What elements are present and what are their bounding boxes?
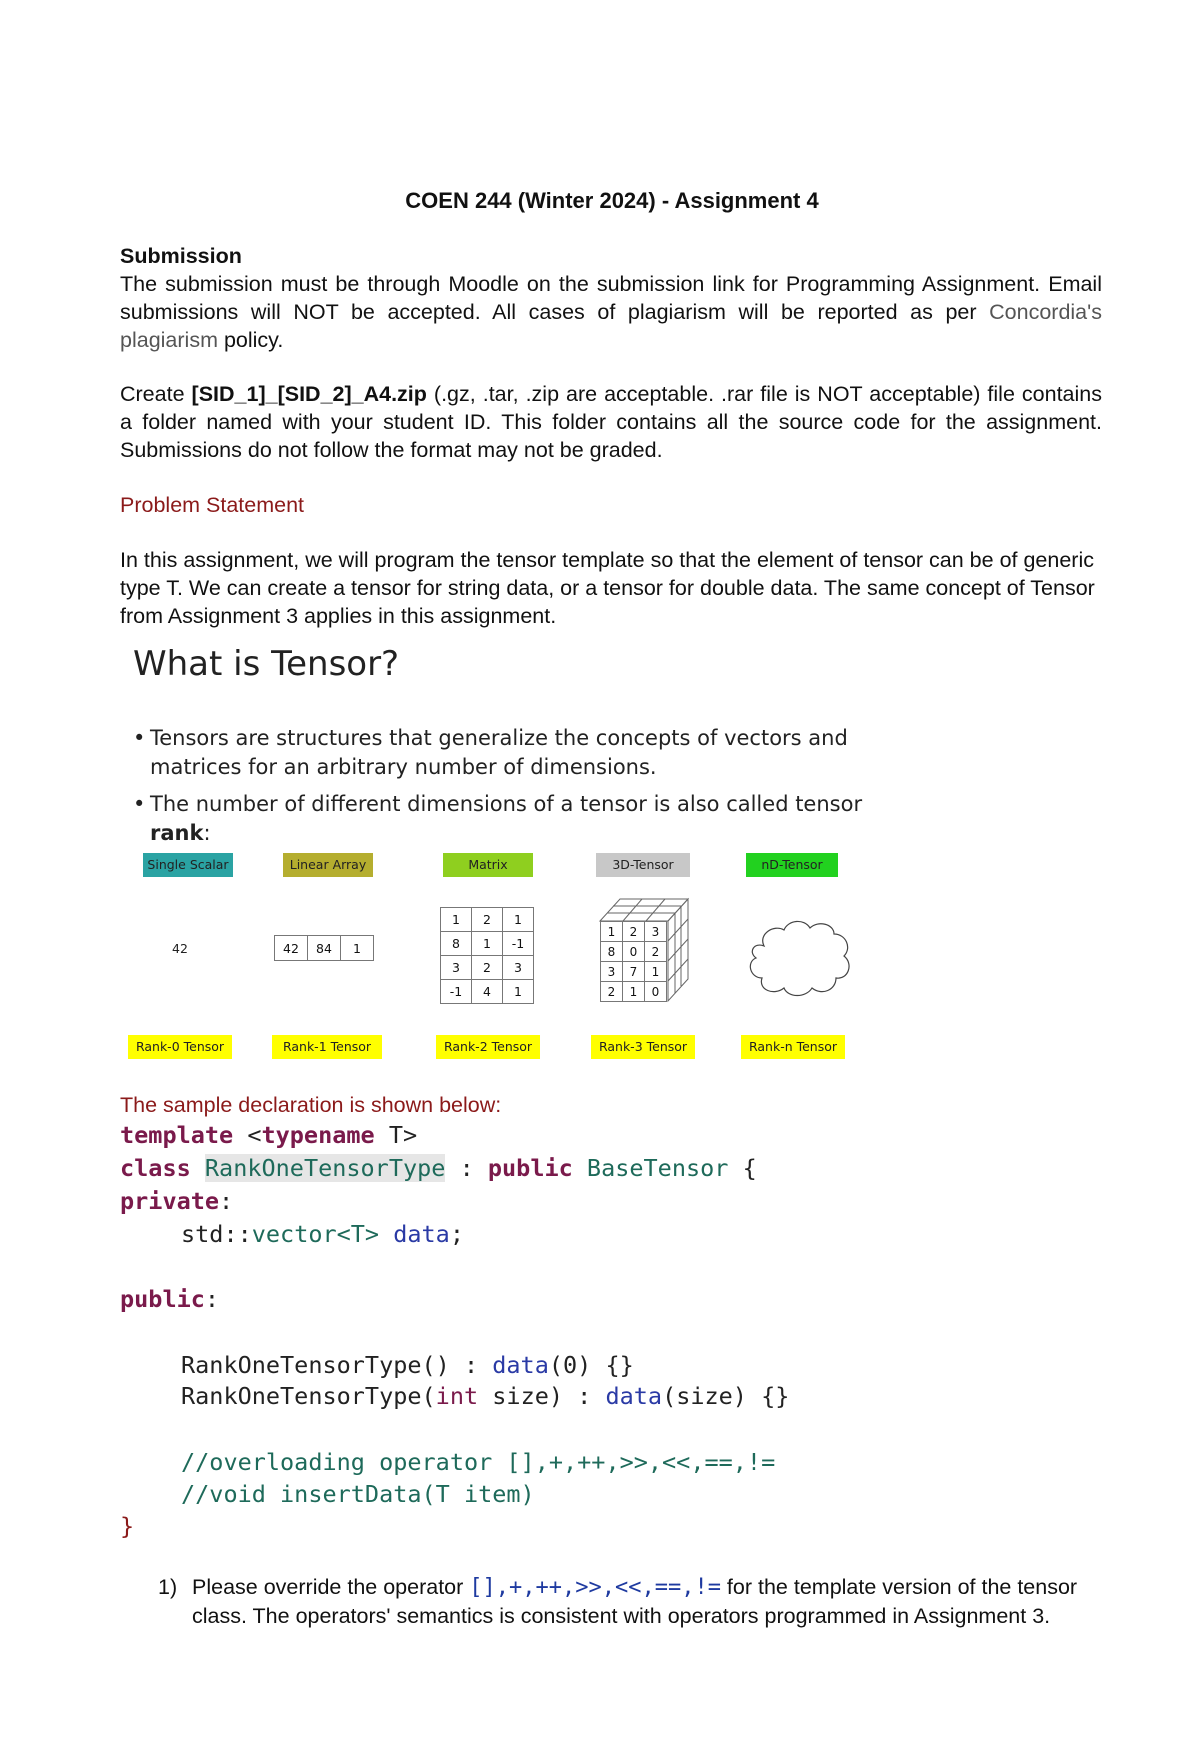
file-format-text: (.gz, .tar, .zip are acceptable. .rar file is NOT acceptable) file contains a folder named with your student ID. This folder contains all the source code for the assignment. Submissions do not follow the format may not be graded.: [120, 382, 1102, 462]
matrix-cell: -1: [503, 932, 534, 956]
cube-cell: 8: [601, 942, 623, 962]
slide-title: What is Tensor?: [133, 644, 400, 684]
class-name: RankOneTensorType: [204, 1154, 446, 1182]
policy-suffix: policy.: [217, 328, 284, 352]
code-type: vector: [251, 1220, 337, 1248]
label-rank-0: Rank-0 Tensor: [128, 1035, 232, 1059]
document-title: COEN 244 (Winter 2024) - Assignment 4: [405, 188, 819, 213]
code-comment-operators: //overloading operator [],+,++,>>,<<,==,!=: [181, 1448, 776, 1476]
bullet-glyph: •: [133, 726, 146, 750]
code-closing-brace: }: [120, 1512, 135, 1540]
kw-private: private: [120, 1187, 220, 1215]
linear-cell: 1: [341, 936, 374, 961]
member-data: data: [605, 1382, 663, 1410]
bullet-2-text: The number of different dimensions of a tensor is also called tensor: [150, 792, 863, 816]
code-text: RankOneTensorType() :: [181, 1351, 493, 1379]
code-text: ;: [449, 1220, 464, 1248]
bullet-1-text: Tensors are structures that generalize the concepts of vectors and matrices for an arbitrary number of dimensions.: [150, 726, 848, 779]
problem-intro: In this assignment, we will program the tensor template so that the element of tensor can be of generic type T. We can create a tensor for string data, or a tensor for double data. The same concept of Tensor from Assignment 3 applies in this assignment.: [120, 548, 1095, 628]
matrix-cell: 3: [441, 956, 472, 980]
cube-cell: 1: [601, 922, 623, 942]
label-single-scalar: Single Scalar: [143, 853, 233, 877]
cube-cell: 2: [601, 982, 623, 1002]
code-line-ctor-default: [181, 1349, 634, 1382]
kw-template: template: [120, 1121, 234, 1149]
task-operators: [],+,++,>>,<<,==,!=: [469, 1575, 721, 1600]
code-comment-insert: //void insertData(T item): [181, 1480, 535, 1508]
code-text: (size) {}: [662, 1382, 790, 1410]
matrix-cell: 8: [441, 932, 472, 956]
task-text-a: Please override the operator: [192, 1575, 470, 1599]
code-text: (0) {}: [548, 1351, 634, 1379]
matrix-cell: 1: [472, 932, 503, 956]
slide-bullet-2: [133, 790, 910, 848]
code-text: size) :: [478, 1382, 606, 1410]
code-text: {: [728, 1154, 757, 1182]
cube-front-grid: [600, 921, 667, 1002]
matrix-cell: 1: [503, 980, 534, 1004]
matrix-cell: 3: [503, 956, 534, 980]
code-text: :: [445, 1154, 488, 1182]
cube-cell: 0: [645, 982, 667, 1002]
rank-word: rank: [150, 821, 204, 845]
label-rank-3: Rank-3 Tensor: [591, 1035, 695, 1059]
matrix-cell: 2: [472, 908, 503, 932]
label-rank-2: Rank-2 Tensor: [436, 1035, 540, 1059]
code-text: RankOneTensorType(: [181, 1382, 436, 1410]
cloud-icon: [744, 916, 856, 1004]
member-data: data: [393, 1220, 450, 1248]
code-type: <T>: [336, 1220, 394, 1248]
label-nd-tensor: nD-Tensor: [746, 853, 838, 877]
kw-typename: typename: [261, 1121, 375, 1149]
code-text: <: [233, 1121, 262, 1149]
linear-array-grid: [274, 935, 374, 961]
bullet-2-colon: :: [203, 821, 211, 845]
scalar-value: 42: [172, 941, 188, 956]
code-text: std::: [181, 1220, 252, 1248]
label-rank-1: Rank-1 Tensor: [272, 1035, 382, 1059]
code-text: T>: [374, 1121, 418, 1149]
plagiarism-policy-text: Concordia's plagiarism: [120, 300, 1102, 352]
kw-class: class: [120, 1154, 191, 1182]
label-matrix: Matrix: [443, 853, 533, 877]
slide-bullet-1: [133, 724, 910, 782]
cube-cell: 1: [645, 962, 667, 982]
member-data: data: [492, 1351, 549, 1379]
matrix-cell: -1: [441, 980, 472, 1004]
matrix-cell: 4: [472, 980, 503, 1004]
code-line-vector: [181, 1218, 464, 1251]
cube-cell: 0: [623, 942, 645, 962]
label-linear-array: Linear Array: [283, 853, 373, 877]
code-text: :: [204, 1285, 220, 1313]
cube-cell: 7: [623, 962, 645, 982]
task-number: 1): [158, 1575, 178, 1599]
cube-cell: 3: [645, 922, 667, 942]
bullet-glyph: •: [133, 792, 146, 816]
cube-cell: 2: [623, 922, 645, 942]
task-text-b: for the template version of the tensor class. The operators' semantics is consistent with operators programmed in Assignment 3.: [192, 1575, 1078, 1628]
code-line-ctor-size: [181, 1380, 789, 1413]
label-3d-tensor: 3D-Tensor: [596, 853, 690, 877]
matrix-cell: 2: [472, 956, 503, 980]
code-line-private: [120, 1185, 233, 1218]
task-item-1: [158, 1573, 1098, 1631]
task-text: [192, 1573, 1098, 1631]
code-line-public: [120, 1283, 219, 1316]
cube-cell: 3: [601, 962, 623, 982]
linear-cell: 42: [275, 936, 308, 961]
submission-text: The submission must be through Moodle on the submission link for Programming Assignment. Email submissions will NOT be accepted. All cases of plagiarism will be reported as per: [120, 272, 1102, 324]
declaration-caption: The sample declaration is shown below:: [120, 1093, 502, 1117]
kw-public: public: [487, 1154, 573, 1182]
kw-public: public: [120, 1285, 205, 1313]
matrix-grid: [440, 907, 534, 1004]
linear-cell: 84: [308, 936, 341, 961]
problem-statement-heading: Problem Statement: [120, 493, 305, 517]
label-rank-n: Rank-n Tensor: [741, 1035, 845, 1059]
create-text: Create: [120, 382, 192, 406]
code-text: :: [219, 1187, 234, 1215]
submission-heading: Submission: [120, 244, 242, 268]
zip-filename: [SID_1]_[SID_2]_A4.zip: [191, 382, 427, 406]
code-line-class: [120, 1152, 757, 1185]
submission-paragraph: [120, 270, 1102, 354]
code-line-template: [120, 1119, 417, 1152]
cube-cell: 2: [645, 942, 667, 962]
kw-int: int: [435, 1382, 479, 1410]
base-class: BaseTensor: [572, 1154, 729, 1182]
matrix-cell: 1: [503, 908, 534, 932]
matrix-cell: 1: [441, 908, 472, 932]
cube-cell: 1: [623, 982, 645, 1002]
file-format-paragraph: [120, 380, 1102, 464]
